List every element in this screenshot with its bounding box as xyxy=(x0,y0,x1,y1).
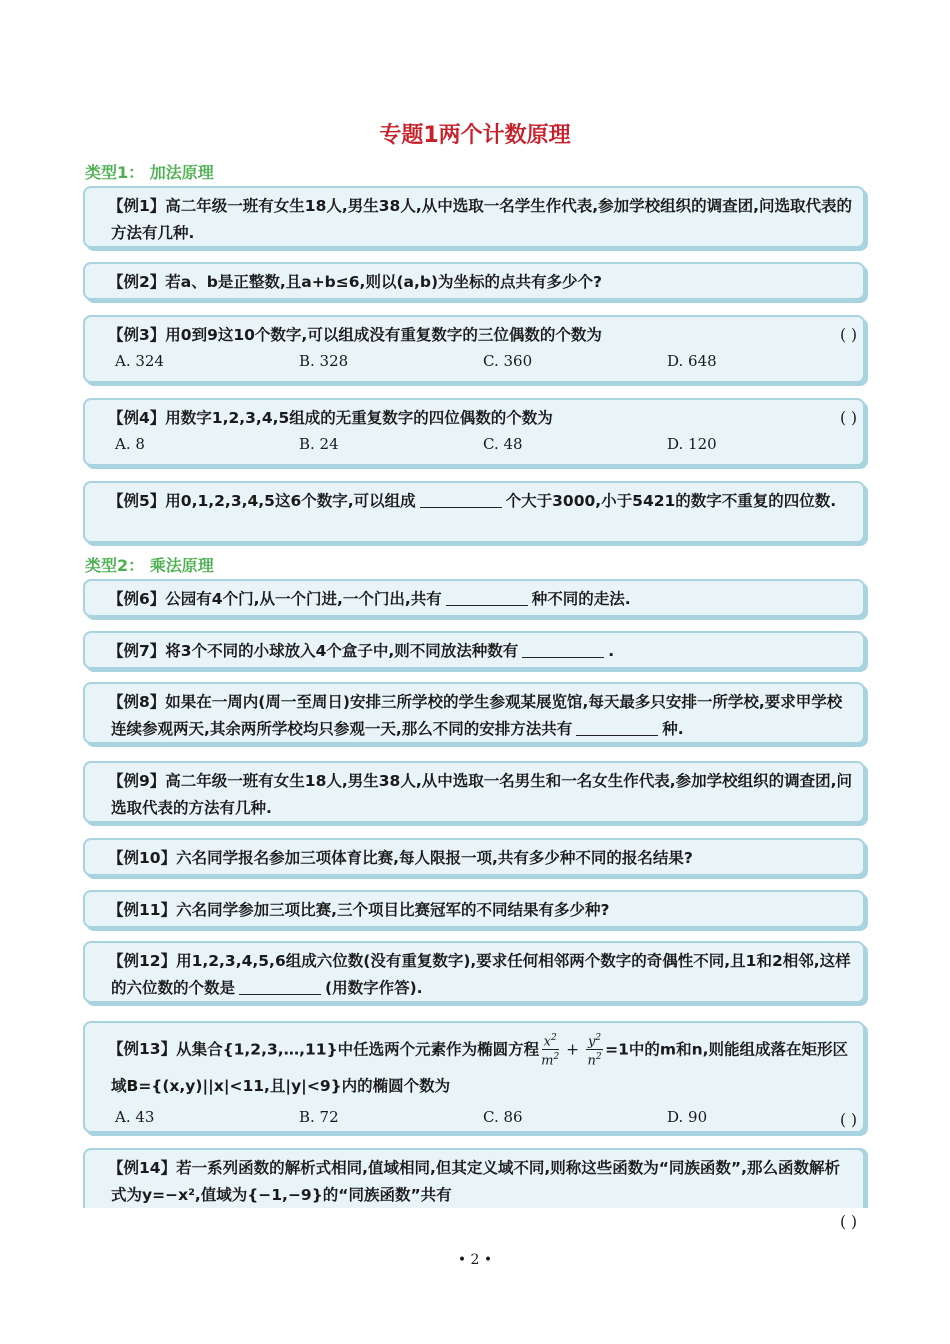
answer-paren: ( ) xyxy=(839,1110,857,1129)
page-title: 专题1两个计数原理 xyxy=(379,123,571,148)
problem-tag: 【例6】 xyxy=(108,590,166,608)
problem-tag: 【例5】 xyxy=(108,492,166,510)
option-d: D. 648 xyxy=(667,352,717,370)
problem-text: 六名同学报名参加三项体育比赛,每人限报一项,共有多少种不同的报名结果? xyxy=(176,849,693,867)
page-number: • 2 • xyxy=(457,1252,493,1268)
problem-text-a: 将3个不同的小球放入4个盒子中,则不同放法种数有 xyxy=(165,642,519,660)
answer-paren: ( ) xyxy=(839,409,857,427)
option-c: C. 48 xyxy=(483,435,523,453)
answer-paren: ( ) xyxy=(839,326,857,344)
problem-text-b: =1中的m和n,则能组成落在矩形区域B={(x,y)||x|<11,且|y|<9}内的椭圆个数为 xyxy=(111,1040,848,1095)
problem-tag: 【例14】 xyxy=(108,1159,177,1177)
problem-text: 用0到9这10个数字,可以组成没有重复数字的三位偶数的个数为 xyxy=(165,326,602,344)
problem-box xyxy=(83,315,865,383)
problem-text-b: (用数字作答). xyxy=(325,979,423,997)
problem-box: 【例13】从集合{1,2,3,…,11}中任选两个元素作为椭圆方程 $\frac{x^2}{m^2}$ + $\frac{y^2}{n^2}$ =1中的m和n,则能组成落在矩形区域B={(x,y)||x|<11,且|y|<9}内的椭圆个数为 ( ) A. 43 B. 72 C. 86 D. 90 xyxy=(83,1021,865,1133)
problem-tag: 【例7】 xyxy=(108,642,166,660)
problem-box xyxy=(83,262,865,300)
problem-tag: 【例10】 xyxy=(108,849,177,867)
answer-blank xyxy=(576,719,658,736)
problem-tag: 【例2】 xyxy=(108,273,166,291)
problem-text-b: 种不同的走法. xyxy=(531,590,631,608)
problem-text-a: 如果在一周内(周一至周日)安排三所学校的学生参观某展览馆,每天最多只安排一所学校,要求甲学校连续参观两天,其余两所学校均只参观一天,那么不同的安排方法共有 xyxy=(111,693,843,738)
problem-text-a: 公园有4个门,从一个门进,一个门出,共有 xyxy=(165,590,442,608)
problem-tag: 【例4】 xyxy=(108,409,166,427)
answer-blank xyxy=(239,978,321,995)
problem-box xyxy=(83,682,865,744)
fraction-x2-m2: $\frac{x^2}{m^2}$ xyxy=(541,1033,560,1069)
problem-box xyxy=(83,761,865,823)
problem-tag: 【例9】 xyxy=(108,772,166,790)
section-heading-addition: 类型1： 加法原理 xyxy=(85,163,214,182)
problem-box xyxy=(83,481,865,543)
problem-tag: 【例8】 xyxy=(108,693,166,711)
option-d: D. 90 xyxy=(667,1107,708,1126)
problem-box xyxy=(83,631,865,669)
answer-blank xyxy=(446,589,528,606)
problem-box xyxy=(83,890,865,928)
problem-text-a: 从集合{1,2,3,…,11}中任选两个元素作为椭圆方程 xyxy=(176,1040,540,1059)
problem-box xyxy=(83,1148,865,1231)
option-c: C. 86 xyxy=(483,1107,523,1126)
option-b: B. 24 xyxy=(299,435,339,453)
problem-tag: 【例13】 xyxy=(108,1040,177,1059)
problem-text-a: 用0,1,2,3,4,5这6个数字,可以组成 xyxy=(165,492,416,510)
option-a: A. 8 xyxy=(115,435,145,453)
problem-box xyxy=(83,398,865,466)
problem-text-b: . xyxy=(608,642,615,660)
option-c: C. 360 xyxy=(483,352,533,370)
problem-tag: 【例11】 xyxy=(108,901,177,919)
problem-box xyxy=(83,579,865,617)
problem-text: 高二年级一班有女生18人,男生38人,从中选取一名男生和一名女生作代表,参加学校组织的调查团,问选取代表的方法有几种. xyxy=(111,772,852,817)
problem-text: 用数字1,2,3,4,5组成的无重复数字的四位偶数的个数为 xyxy=(165,409,553,427)
option-a: A. 43 xyxy=(115,1107,155,1126)
problem-tag: 【例3】 xyxy=(108,326,166,344)
fraction-y2-n2: $\frac{y^2}{n^2}$ xyxy=(587,1033,602,1069)
problem-text: 六名同学参加三项比赛,三个项目比赛冠军的不同结果有多少种? xyxy=(176,901,610,919)
option-d: D. 120 xyxy=(667,435,717,453)
option-b: B. 72 xyxy=(299,1107,339,1126)
problem-text: 若一系列函数的解析式相同,值域相同,但其定义域不同,则称这些函数为“同族函数”,那么函数解析式为y=−x²,值域为{−1,−9}的“同族函数”共有 xyxy=(111,1159,841,1204)
problem-box xyxy=(83,941,865,1003)
problem-text: 高二年级一班有女生18人,男生38人,从中选取一名学生作代表,参加学校组织的调查团,问选取代表的方法有几种. xyxy=(111,197,852,242)
problem-text-b: 种. xyxy=(662,720,684,738)
problem-tag: 【例12】 xyxy=(108,952,177,970)
problem-text: 若a、b是正整数,且a+b≤6,则以(a,b)为坐标的点共有多少个? xyxy=(165,273,603,291)
option-b: B. 328 xyxy=(299,352,349,370)
answer-blank xyxy=(522,641,604,658)
problem-tag: 【例1】 xyxy=(108,197,166,215)
problem-box xyxy=(83,838,865,876)
problem-text-b: 个大于3000,小于5421的数字不重复的四位数. xyxy=(505,492,837,510)
answer-blank xyxy=(420,491,502,508)
section-heading-multiplication: 类型2： 乘法原理 xyxy=(85,556,214,575)
problem-box xyxy=(83,186,865,248)
answer-paren: ( ) xyxy=(839,1213,857,1231)
option-a: A. 324 xyxy=(115,352,164,370)
problem-text-a: 用1,2,3,4,5,6组成六位数(没有重复数字),要求任何相邻两个数字的奇偶性不同,且1和2相邻,这样的六位数的个数是 xyxy=(111,952,851,997)
